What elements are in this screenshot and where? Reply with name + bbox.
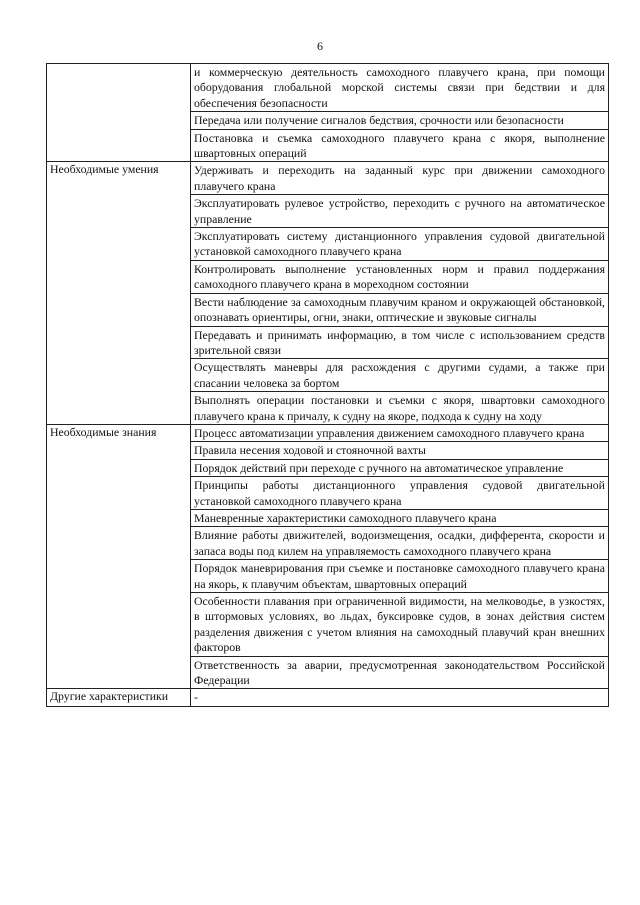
page-number: 6 bbox=[317, 39, 323, 53]
qualification-table bbox=[46, 63, 609, 707]
other-label: Другие характеристики bbox=[47, 689, 191, 706]
table-cell: Порядок маневрирования при съемке и постановке самоходного плавучего крана на якорь, к плавучим объектам, швартовных операций bbox=[191, 560, 609, 593]
table-cell: - bbox=[191, 689, 609, 706]
table-row bbox=[47, 689, 609, 706]
table-cell: Правила несения ходовой и стояночной вахты bbox=[191, 442, 609, 459]
table-cell: Удерживать и переходить на заданный курс при движении самоходного плавучего крана bbox=[191, 162, 609, 195]
table-cell: Маневренные характеристики самоходного плавучего крана bbox=[191, 509, 609, 526]
table-row bbox=[47, 424, 609, 441]
table-cell: Эксплуатировать рулевое устройство, переходить с ручного на автоматическое управление bbox=[191, 195, 609, 228]
table-cell: Вести наблюдение за самоходным плавучим краном и окружающей обстановкой, опознавать ориентиры, огни, знаки, оптические и звуковые сигналы bbox=[191, 293, 609, 326]
table-cell: Постановка и съемка самоходного плавучего крана с якоря, выполнение швартовных операций bbox=[191, 129, 609, 162]
table-row bbox=[47, 162, 609, 195]
table-cell: Передавать и принимать информацию, в том числе с использованием средств зрительной связи bbox=[191, 326, 609, 359]
knowledge-label: Необходимые знания bbox=[47, 424, 191, 689]
table-cell: Особенности плавания при ограниченной видимости, на мелководье, в узкостях, в штормовых условиях, во льдах, буксировке судов, в зонах действия систем разделения движения с учетом влияния на самоходный плавучий кран внешних факторов bbox=[191, 593, 609, 657]
table-cell: Порядок действий при переходе с ручного на автоматическое управление bbox=[191, 459, 609, 476]
table-cell: Эксплуатировать систему дистанционного управления судовой двигательной установкой самоходного плавучего крана bbox=[191, 228, 609, 261]
table-cell: Ответственность за аварии, предусмотренная законодательством Российской Федерации bbox=[191, 656, 609, 689]
table-cell: и коммерческую деятельность самоходного плавучего крана, при помощи оборудования глобальной морской системы связи при бедствии и для обеспечения безопасности bbox=[191, 64, 609, 112]
table-cell: Влияние работы движителей, водоизмещения, осадки, дифферента, скорости и запаса воды под килем на управляемость самоходного плавучего крана bbox=[191, 527, 609, 560]
table-cell: Процесс автоматизации управления движением самоходного плавучего крана bbox=[191, 424, 609, 441]
table-row bbox=[47, 64, 609, 112]
table-cell: Осуществлять маневры для расхождения с другими судами, а также при спасании человека за бортом bbox=[191, 359, 609, 392]
table-cell: Выполнять операции постановки и съемки с якоря, швартовки самоходного плавучего крана к причалу, к судну на якоре, подхода к судну на ходу bbox=[191, 392, 609, 425]
table-cell: Передача или получение сигналов бедствия, срочности или безопасности bbox=[191, 112, 609, 129]
table-cell: Принципы работы дистанционного управления судовой двигательной установкой самоходного плавучего крана bbox=[191, 477, 609, 510]
skills-label: Необходимые умения bbox=[47, 162, 191, 425]
table-cell: Контролировать выполнение установленных норм и правил поддержания самоходного плавучего крана в мореходном состоянии bbox=[191, 260, 609, 293]
continued-label-cell bbox=[47, 64, 191, 162]
